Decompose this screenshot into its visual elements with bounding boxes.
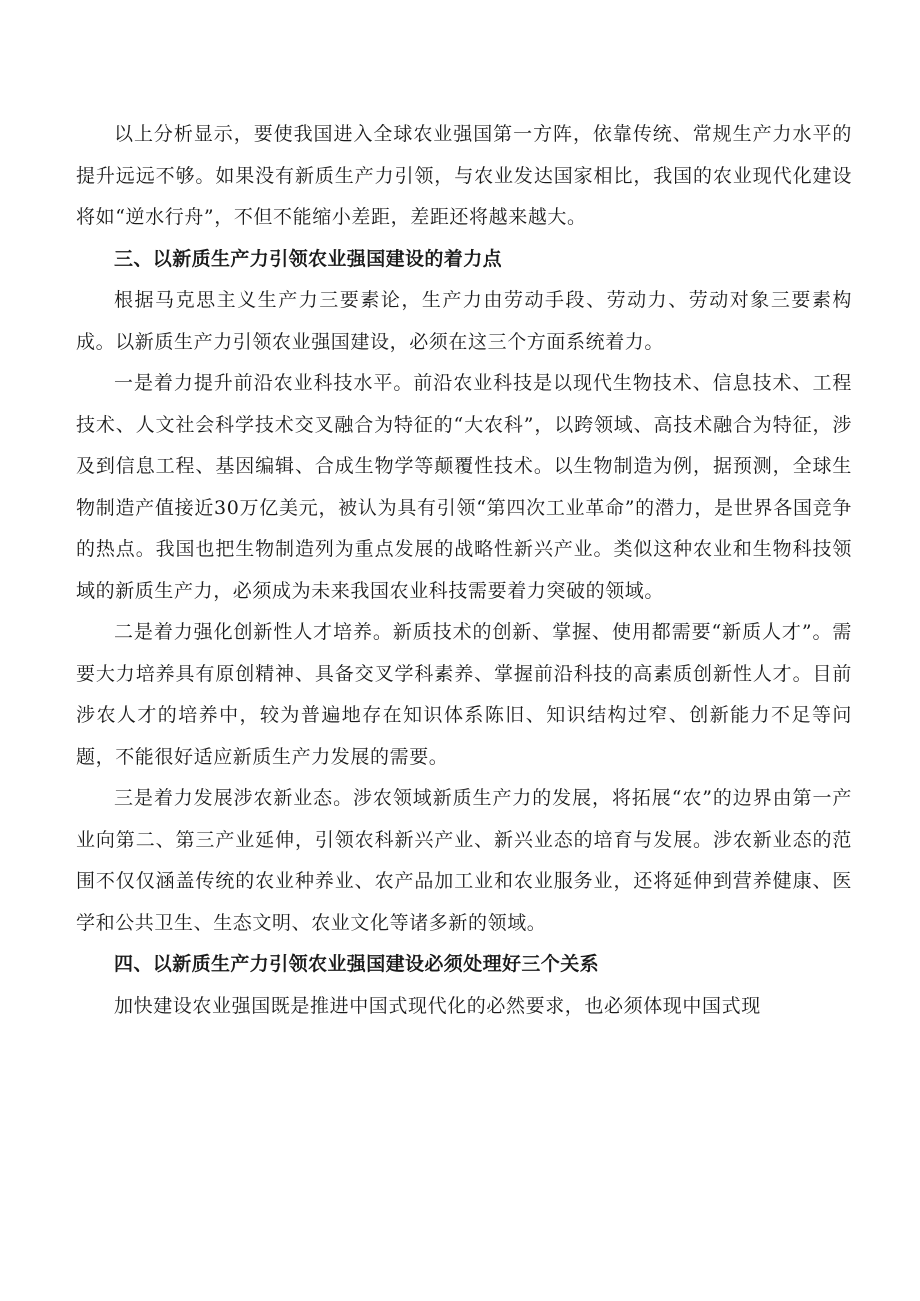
paragraph-frontier-tech: 一是着力提升前沿农业科技水平。前沿农业科技是以现代生物技术、信息技术、工程技术、人文社会科学技术交叉融合为特征的“大农科”，以跨领域、高技术融合为特征，涉及到信息工程、基因编辑、合成生物学等颠覆性技术。以生物制造为例，据预测，全球生物制造产值接近30万亿美元，被认为具有引领“第四次工业革命”的潜力，是世界各国竞争的热点。我国也把生物制造列为重点发展的战略性新兴产业。类似这种农业和生物科技领域的新质生产力，必须成为未来我国农业科技需要着力突破的领域。 bbox=[76, 372, 852, 602]
paragraph-relationships-intro: 加快建设农业强国既是推进中国式现代化的必然要求，也必须体现中国式现 bbox=[114, 994, 761, 1017]
paragraph-new-business-forms: 三是着力发展涉农新业态。涉农领域新质生产力的发展，将拓展“农”的边界由第一产业向第二、第三产业延伸，引领农科新兴产业、新兴业态的培育与发展。涉农新业态的范围不仅仅涵盖传统的农业种养业、农产品加工业和农业服务业，还将延伸到营养健康、医学和公共卫生、生态文明、农业文化等诸多新的领域。 bbox=[76, 787, 852, 934]
section-heading-3: 三、以新质生产力引领农业强国建设的着力点 bbox=[114, 247, 503, 270]
paragraph-analysis-conclusion: 以上分析显示，要使我国进入全球农业强国第一方阵，依靠传统、常规生产力水平的提升远远不够。如果没有新质生产力引领，与农业发达国家相比，我国的农业现代化建设将如“逆水行舟”，不但不能缩小差距，差距还将越来越大。 bbox=[76, 123, 852, 228]
paragraph-talent-cultivation: 二是着力强化创新性人才培养。新质技术的创新、掌握、使用都需要“新质人才”。需要大力培养具有原创精神、具备交叉学科素养、掌握前沿科技的高素质创新性人才。目前涉农人才的培养中，较为普遍地存在知识体系陈旧、知识结构过窄、创新能力不足等问题，不能很好适应新质生产力发展的需要。 bbox=[76, 621, 852, 768]
paragraph-three-elements: 根据马克思主义生产力三要素论，生产力由劳动手段、劳动力、劳动对象三要素构成。以新质生产力引领农业强国建设，必须在这三个方面系统着力。 bbox=[76, 289, 852, 353]
section-heading-4: 四、以新质生产力引领农业强国建设必须处理好三个关系 bbox=[114, 953, 600, 975]
document-body bbox=[76, 114, 852, 1027]
